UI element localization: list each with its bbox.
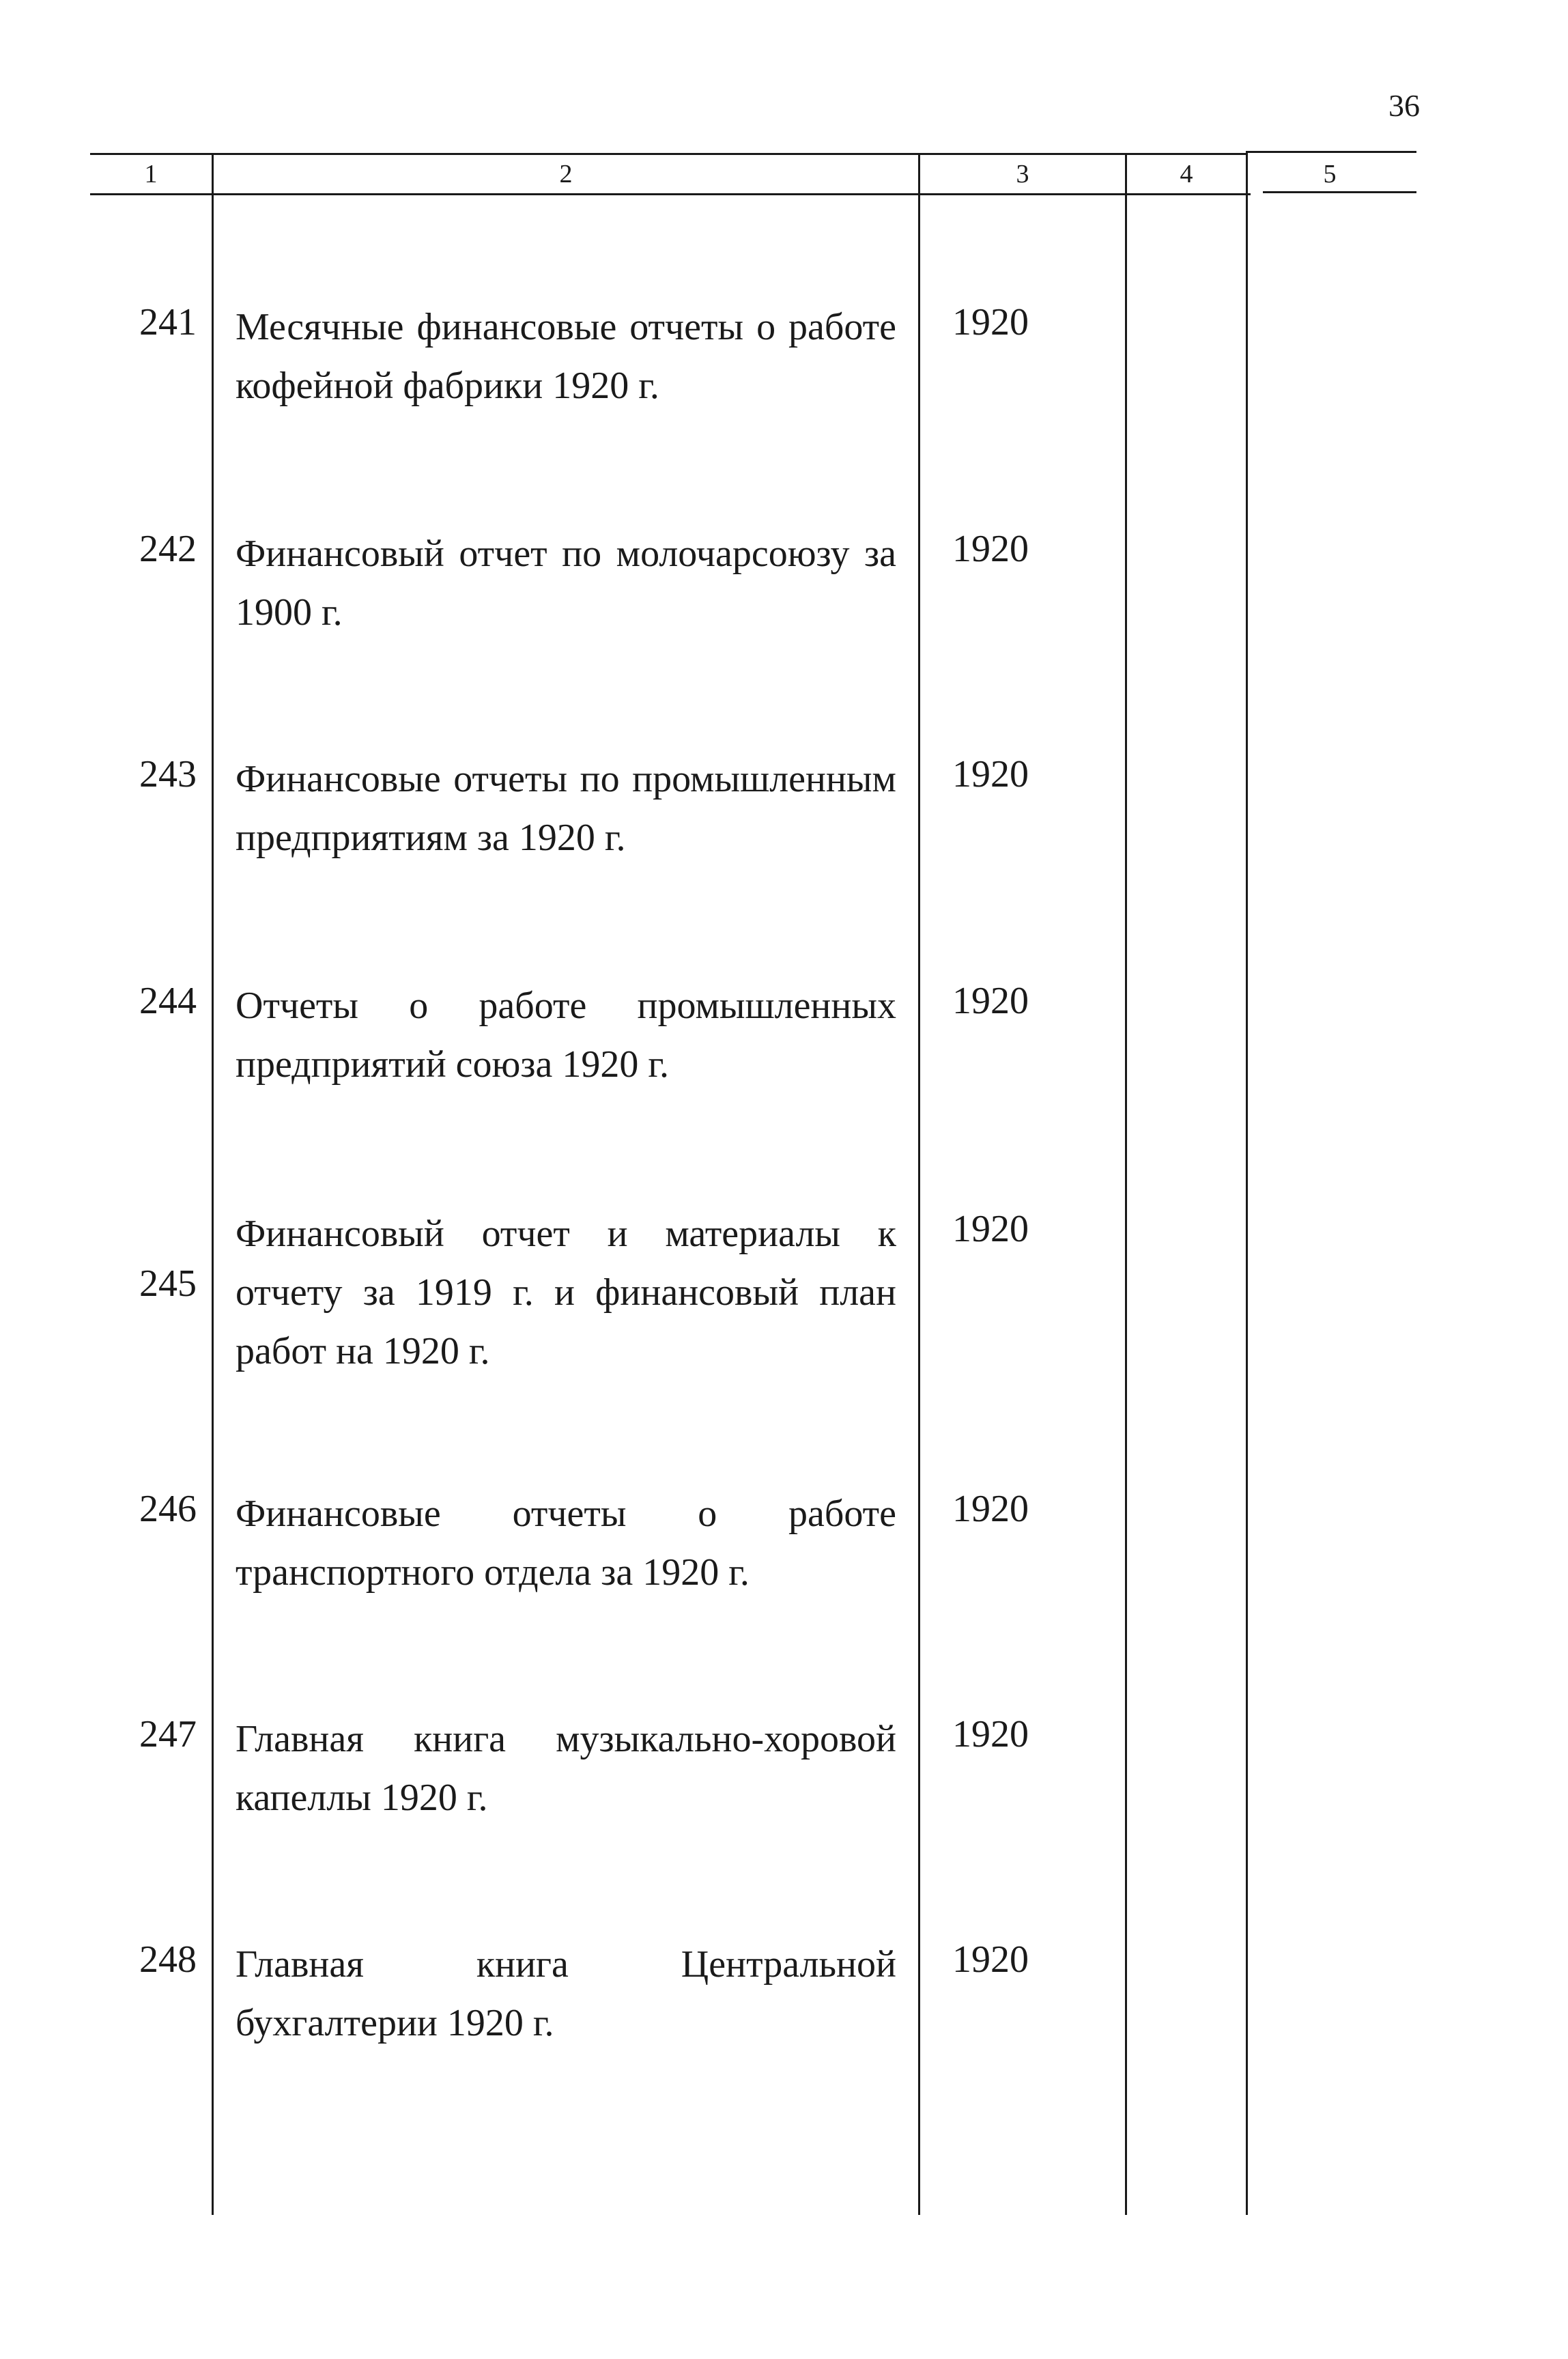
row-number: 241 bbox=[139, 301, 197, 343]
row-year: 1920 bbox=[952, 1488, 1029, 1530]
row-number: 247 bbox=[139, 1713, 197, 1755]
column-divider-4 bbox=[1246, 153, 1248, 2215]
table-header-rule-top-end bbox=[1246, 151, 1416, 153]
table-header-rule-top bbox=[90, 153, 1246, 155]
page-number: 36 bbox=[1388, 88, 1420, 123]
column-header-2: 2 bbox=[559, 160, 573, 188]
column-header-1: 1 bbox=[144, 160, 158, 188]
row-year: 1920 bbox=[952, 1713, 1029, 1755]
row-year: 1920 bbox=[952, 1938, 1029, 1981]
row-number: 244 bbox=[139, 980, 197, 1022]
row-title: Главная книга музыкально-хоровой капеллы 1920 г. bbox=[236, 1718, 896, 1819]
table-header-rule-bottom bbox=[90, 193, 1251, 195]
row-year: 1920 bbox=[952, 980, 1029, 1022]
column-header-3: 3 bbox=[1016, 160, 1029, 188]
row-number: 245 bbox=[139, 1262, 197, 1305]
column-divider-1 bbox=[212, 153, 214, 2215]
table-header-rule-bottom-end bbox=[1263, 191, 1416, 193]
row-year: 1920 bbox=[952, 753, 1029, 795]
row-number: 246 bbox=[139, 1488, 197, 1530]
row-number: 242 bbox=[139, 528, 197, 570]
row-title: Финансовые отчеты о работе транспортного отдела за 1920 г. bbox=[236, 1493, 896, 1594]
row-number: 248 bbox=[139, 1938, 197, 1981]
column-divider-3 bbox=[1125, 153, 1127, 2215]
row-title: Месячные финансовые отчеты о работе кофейной фабрики 1920 г. bbox=[236, 306, 896, 407]
row-title: Финансовый отчет и материалы к отчету за 1919 г. и финансовый план работ на 1920 г. bbox=[236, 1213, 896, 1372]
column-divider-2 bbox=[918, 153, 920, 2215]
row-year: 1920 bbox=[952, 301, 1029, 343]
row-number: 243 bbox=[139, 753, 197, 795]
row-year: 1920 bbox=[952, 1208, 1029, 1250]
row-title: Финансовые отчеты по промышленным предприятиям за 1920 г. bbox=[236, 758, 896, 859]
row-year: 1920 bbox=[952, 528, 1029, 570]
column-header-5: 5 bbox=[1323, 160, 1337, 188]
row-title: Отчеты о работе промышленных предприятий союза 1920 г. bbox=[236, 985, 896, 1086]
row-title: Главная книга Центральной бухгалтерии 1920 г. bbox=[236, 1943, 896, 2044]
column-header-4: 4 bbox=[1180, 160, 1193, 188]
row-title: Финансовый отчет по молочарсоюзу за 1900 г. bbox=[236, 533, 896, 634]
